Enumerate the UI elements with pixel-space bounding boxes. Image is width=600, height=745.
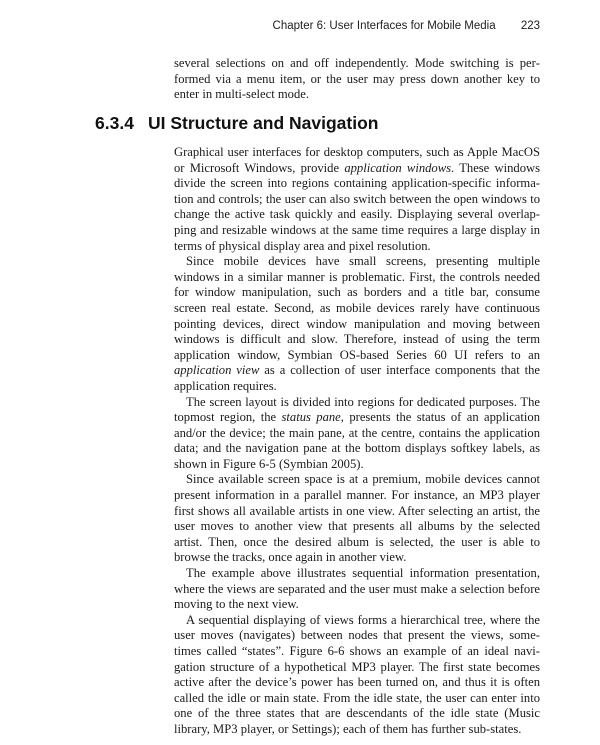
paragraph-2-text-a: Since mobile devices have small screens, presenting multiple windows in a similar manner is problematic. First, the controls needed for window manipulation, such as borders and a title bar, consume screen real estate. Second, as mobile devices rarely have continuous pointing devices, direct window manipulation and moving between windows is difficult and slow. Therefore, instead of using the term application window, Symbian OS-based Series 60 UI refers to an — [174, 254, 540, 362]
section-number: 6.3.4 — [95, 113, 134, 133]
paragraph-3-text-b: , presents the status of an application and/or the device; the main pane, at the centre, contains the application data; and the navigation pane at the bottom displays softkey labels, as shown in Figure 6-5 (Symbian 2005). — [174, 410, 540, 471]
paragraph-2-emphasis: application view — [174, 363, 260, 378]
paragraph-1-text-b: . These windows divide the screen into regions containing application-specific information and controls; the user can also switch between the open windows to change the active task quickly and easily. Displaying several overlapping and resizable windows at the same time requires a large display in terms of physical display area and pixel resolution. — [174, 160, 540, 253]
paragraph-3-text-a: The screen layout is divided into regions for dedicated purposes. The topmost region, the — [174, 394, 540, 425]
continuation-block — [174, 56, 540, 103]
chapter-title: Chapter 6: User Interfaces for Mobile Media — [272, 20, 496, 32]
paragraph-3 — [174, 395, 540, 473]
paragraph-1 — [174, 145, 540, 254]
paragraph-6: A sequential displaying of views forms a hierarchical tree, where the user moves (navigates) between nodes that present the views, sometimes called “states”. Figure 6-6 shows an example of an ideal navigation structure of a hypothetical MP3 player. The first state becomes active after the device’s power has been turned on, and thus it is often called the idle or main state. From the idle state, the user can enter into one of the three states that are descendants of the idle state (Music library, MP3 player, or Settings); each of them has further sub-states. — [174, 612, 540, 736]
running-header — [0, 20, 540, 32]
page-number: 223 — [520, 20, 540, 32]
paragraph-5: The example above illustrates sequential information presentation, where the views are separated and the user must make a selection before moving to the next view. — [174, 566, 540, 612]
section-heading — [95, 113, 378, 134]
paragraph-2 — [174, 254, 540, 394]
paragraph-4: Since available screen space is at a premium, mobile devices cannot present information in a parallel manner. For instance, an MP3 player first shows all available artists in one view. After selecting an artist, the user moves to another view that presents all albums by the selected artist. Then, once the desired album is selected, the user is able to browse the tracks, once again in another view. — [174, 472, 540, 565]
paragraph-2-text-b: as a collection of user interface components that the application requires. — [174, 363, 541, 393]
paragraph-3-emphasis: status pane — [281, 410, 341, 425]
paragraph-1-text-a: Graphical user interfaces for desktop computers, such as Apple MacOS or Microsoft Windows, provide — [174, 145, 540, 175]
section-title: UI Structure and Navigation — [148, 113, 379, 133]
continuation-paragraph: several selections on and off independently. Mode switching is performed via a menu item, or the user may press down another key to enter in multi-select mode. — [174, 56, 540, 102]
paragraph-1-emphasis: application windows — [344, 160, 452, 175]
body-text — [174, 145, 540, 738]
